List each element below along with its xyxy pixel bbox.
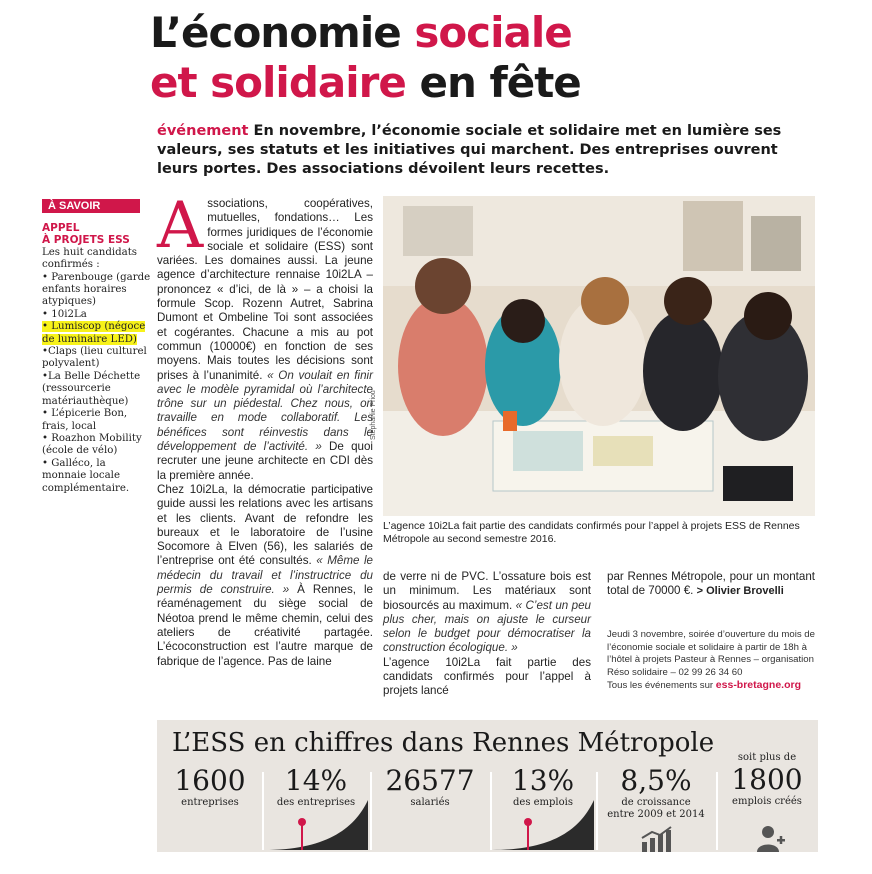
stat-number: 1800 bbox=[731, 763, 803, 796]
key-figures-title: L’ESS en chiffres dans Rennes Métropole bbox=[172, 728, 715, 758]
article-column-3 bbox=[607, 570, 815, 599]
article-quote: « On voulait en finir avec le modèle pyramidal où l’architecte trône sur un piédestal. Chez nous, on travaille en mode collaboratif. Les bénéfices sont réinvestis dans le développement de l’activité. » bbox=[157, 368, 373, 454]
list-item: •La Belle Déchette (ressourcerie matériauthèque) bbox=[42, 370, 141, 407]
article-text: ssociations, coopératives, mutuelles, fondations… Les formes juridiques de l’économie sociale et solidaire (ESS) sont variées. Les domaines aussi. La jeune agence d’architecture rennaise 10i2LA –prononcez « d’ici, de là » – a choisi la formule Scop. Rozenn Autret, Sabrina Dumont et Ombeline Toi sont associées et cogérantes. Chacune a mis au pot commun (10000€) en fonction de ses moyens. Mais toutes les décisions sont prises à l’unanimité. bbox=[157, 197, 373, 382]
stat-prefix: soit plus de bbox=[737, 752, 797, 763]
list-item: • L’épicerie Bon, frais, local bbox=[42, 408, 128, 432]
stat-number: 26577 bbox=[385, 764, 475, 797]
sidebar-intro: Les huit candidats confirmés : bbox=[42, 246, 138, 271]
stat-label: salariés bbox=[410, 797, 450, 808]
agenda-link[interactable]: ess-bretagne.org bbox=[715, 679, 801, 691]
standfirst-text: En novembre, l’économie sociale et solidaire met en lumière ses valeurs, ses statuts et les initiatives qui marchent. Des entreprises ouvrent leurs portes. Des associations dévoilent leurs recettes. bbox=[157, 123, 782, 177]
photo-credit: Stéphanie Priou bbox=[370, 390, 377, 440]
stat-number: 8,5% bbox=[620, 764, 692, 797]
highlighted-item: • Lumiscop (négoce de luminaire LED) bbox=[42, 321, 146, 345]
stat-label: entre 2009 et 2014 bbox=[607, 809, 705, 820]
stat-salaries bbox=[372, 765, 488, 809]
add-user-icon bbox=[756, 824, 786, 852]
headline-part2-red: et solidaire bbox=[150, 58, 406, 107]
headline-part2: en fête bbox=[405, 58, 581, 107]
article-quote: « C’est un peu plus cher, mais on ajuste le curseur selon le budget pour démocratiser la construction écologique. » bbox=[383, 598, 591, 655]
article-text: Chez 10i2La, la démocratie participative guide aussi les relations avec les artisans et les clients. Avant de refondre les bureaux et le laboratoire de l’usine Socomore à Elven (56), les salariés de l’entreprise ont été consultés. bbox=[157, 482, 373, 568]
stat-label: des emplois bbox=[513, 797, 573, 808]
stat-number: 14% bbox=[284, 764, 348, 797]
list-item: •Claps (lieu culturel polyvalent) bbox=[42, 346, 147, 370]
a-savoir-tag: À SAVOIR bbox=[42, 199, 140, 213]
stat-label: entreprises bbox=[181, 797, 239, 808]
stat-pct-entreprises bbox=[264, 765, 368, 809]
sidebar-box bbox=[42, 222, 152, 495]
article-text: de verre ni de PVC. L’ossature bois est un minimum. Les matériaux sont biosourcés au maximum. bbox=[383, 570, 591, 612]
photo-caption: L’agence 10i2La fait partie des candidats confirmés pour l’appel à projets ESS de Rennes Métropole au second semestre 2016. bbox=[383, 520, 800, 545]
stat-label: des entreprises bbox=[276, 797, 356, 808]
headline-part1-red: sociale bbox=[414, 8, 572, 57]
article-text: À Rennes, le réaménagement du siège social de Néotoa prend le même chemin, celui des ateliers de créativité partagée. L’écoconstruction est l’autre marque de fabrique de l’agence. Pas de laine bbox=[157, 583, 373, 668]
stat-pct-emplois bbox=[492, 765, 594, 809]
stat-number: 1600 bbox=[174, 764, 246, 797]
sidebar-heading-2: À PROJETS ESS bbox=[42, 234, 130, 247]
list-item: • Parenbouge (garde enfants horaires atypiques) bbox=[42, 271, 151, 308]
agenda-text: Jeudi 3 novembre, soirée d’ouverture du mois de l’économie sociale et solidaire à partir de 18h à l’hôtel à projets Pasteur à Rennes – organisation Réso solidaire – 02 99 26 34 60 bbox=[607, 629, 815, 678]
stat-label: de croissance bbox=[621, 797, 691, 808]
agenda-box bbox=[607, 629, 817, 693]
list-item bbox=[42, 321, 152, 346]
list-item: • Roazhon Mobility (école de vélo) bbox=[42, 432, 142, 457]
stat-entreprises bbox=[160, 765, 260, 809]
author-byline: > Olivier Brovelli bbox=[696, 585, 784, 598]
agenda-prefix: Tous les événements sur bbox=[607, 680, 716, 691]
headline-part1: L’économie bbox=[150, 8, 415, 57]
article-column-2 bbox=[383, 570, 591, 699]
stat-emplois-crees bbox=[718, 752, 816, 808]
growth-chart-icon bbox=[640, 826, 674, 852]
stat-number: 13% bbox=[511, 764, 575, 797]
stat-croissance bbox=[598, 765, 714, 821]
article-text: par Rennes Métropole, pour un montant total de 70000 €. bbox=[607, 570, 815, 598]
article-quote: « Même le médecin du travail et l’instructrice du permis de construire. » bbox=[157, 554, 373, 597]
team-photo bbox=[383, 196, 815, 516]
photo-illustration bbox=[383, 196, 815, 516]
article-text: L’agence 10i2La fait partie des candidats confirmés pour l’appel à projets lancé bbox=[383, 655, 591, 698]
standfirst-kicker: événement bbox=[157, 123, 249, 139]
drop-cap: A bbox=[157, 189, 204, 263]
standfirst bbox=[157, 122, 822, 179]
headline bbox=[150, 8, 850, 108]
stat-label: emplois créés bbox=[732, 796, 802, 807]
sidebar-heading-1: APPEL bbox=[42, 222, 80, 234]
list-item: • Galléco, la monnaie locale complémentaire. bbox=[42, 457, 130, 494]
article-text: De quoi recruter une jeune architecte en CDI dès la première année. bbox=[157, 440, 374, 482]
list-item: • 10i2La bbox=[42, 308, 87, 320]
